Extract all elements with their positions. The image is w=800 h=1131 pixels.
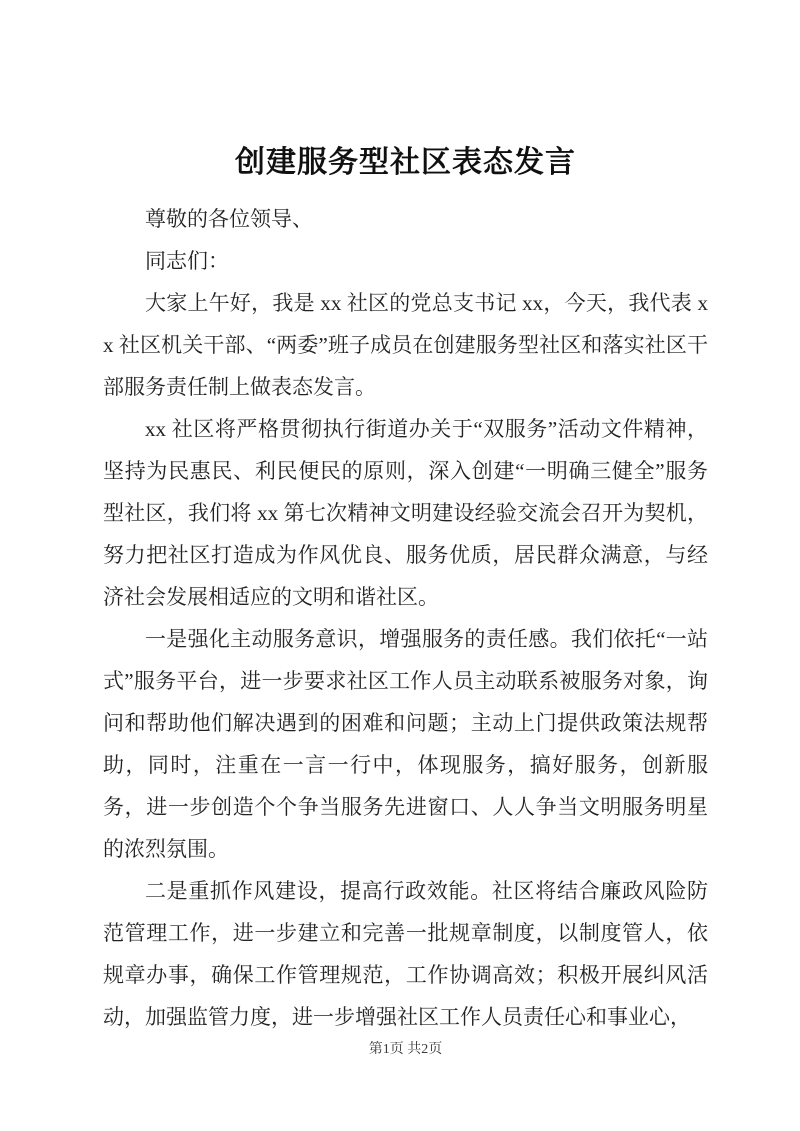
document-title: 创建服务型社区表态发言 [235, 146, 576, 179]
document-page [103, 140, 708, 1038]
page-footer [103, 1040, 708, 1060]
salutation-comrades: 同志们： [145, 249, 229, 273]
paragraph-commitment: xx 社区将严格贯彻执行街道办关于“双服务”活动文件精神，坚持为民惠民、利民便民的原则，深入创建“一明确三健全”服务型社区，我们将 xx 第七次精神文明建设经验交流会召开为契机，努力把社区打造成为作风优良、服务优质，居民群众满意，与经济社会发展相适应的文明和谐社区。 [103, 417, 708, 609]
paragraph-point-two: 二是重抓作风建设，提高行政效能。社区将结合廉政风险防范管理工作，进一步建立和完善一批规章制度，以制度管人，依规章办事，确保工作管理规范，工作协调高效；积极开展纠风活动，加强监管力度，进一步增强社区工作人员责任心和事业心， [103, 879, 708, 1029]
paragraph-point-one: 一是强化主动服务意识，增强服务的责任感。我们依托“一站式”服务平台，进一步要求社区工作人员主动联系被服务对象，询问和帮助他们解决遇到的困难和问题；主动上门提供政策法规帮助，同时，注重在一言一行中，体现服务，搞好服务，创新服务，进一步创造个个争当服务先进窗口、人人争当文明服务明星的浓烈氛围。 [103, 627, 708, 861]
paragraph-introduction: 大家上午好，我是 xx 社区的党总支书记 xx，今天，我代表 xx 社区机关干部、“两委”班子成员在创建服务型社区和落实社区干部服务责任制上做表态发言。 [103, 291, 708, 399]
page-number-label: 第1页 共2页 [368, 1042, 443, 1057]
salutation-leaders: 尊敬的各位领导、 [145, 207, 313, 231]
